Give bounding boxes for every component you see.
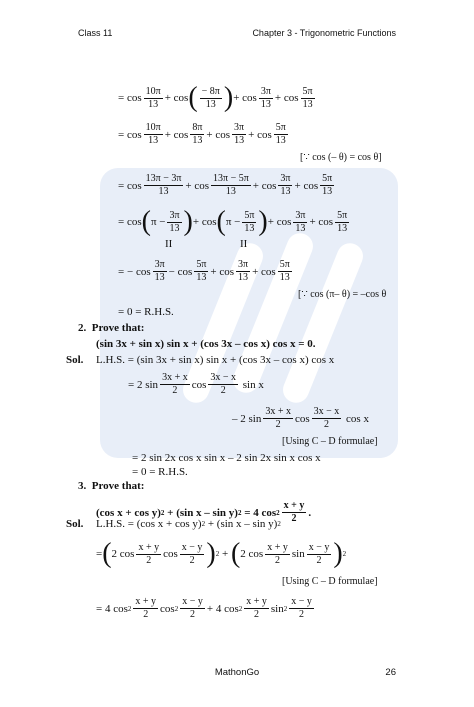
q3-statement: (cos x + cos y) 2 + (sin x – sin y) 2 = 4 cos 2 x + y 2 . bbox=[96, 500, 312, 524]
page-number: 26 bbox=[385, 667, 396, 678]
math-line-3: = cos 13π − 3π 13 + cos 13π − 5π 13 + cos 3π 13 + cos 5π 13 bbox=[118, 173, 333, 197]
math-line-5: = − cos 3π 13 − cos 5π 13 + cos 3π 13 + cos 5π 13 bbox=[118, 259, 290, 283]
q2-step-1: = 2 sin 3x + x 2 cos 3x − x 2 sin x bbox=[128, 372, 264, 396]
footer-brand: MathonGo bbox=[214, 667, 260, 678]
q2-step-2: – 2 sin 3x + x 2 cos 3x − x 2 cos x bbox=[232, 406, 369, 430]
q3-step-2: = 4 cos 2 x + y 2 cos 2 x − y 2 + 4 cos 2 x + y 2 sin 2 x − y 2 bbox=[96, 596, 312, 620]
header-class: Class 11 bbox=[78, 28, 113, 38]
math-line-2: = cos 10π 13 + cos 8π 13 + cos 3π 13 + cos 5π 13 bbox=[118, 122, 286, 146]
q2-statement: (sin 3x + sin x) sin x + (cos 3x – cos x) cos x = 0. bbox=[96, 338, 316, 350]
note-1: [∵ cos (– θ) = cos θ] bbox=[300, 152, 382, 163]
q3-step-1: = ( 2 cos x + y 2 cos x − y 2 ) 2 + ( 2 cos x + y 2 sin x − y 2 ) 2 bbox=[96, 538, 347, 569]
q2-result-1: = 2 sin 2x cos x sin x – 2 sin 2x sin x cos x bbox=[132, 452, 321, 464]
math-line-4: = cos ( π − $\frac{3\pi}{13}$ ) + cos ( π − $\frac{5\pi}{13}$ ) + cos 3π 13 + cos 5π 13 bbox=[118, 206, 348, 237]
q2-result-2: = 0 = R.H.S. bbox=[132, 466, 188, 478]
note-3: [Using C – D formulae] bbox=[282, 436, 378, 447]
q2-lhs: L.H.S. = (sin 3x + sin x) sin x + (cos 3x – cos x) cos x bbox=[96, 354, 335, 366]
q3-sol-label: Sol. bbox=[66, 518, 84, 530]
note-2: [∵ cos (π– θ) = –cos θ bbox=[298, 289, 387, 300]
q3-title: 3. Prove that: bbox=[78, 480, 145, 492]
roman-two-2: II bbox=[240, 238, 248, 250]
q2-sol-label: Sol. bbox=[66, 354, 84, 366]
roman-two-1: II bbox=[165, 238, 173, 250]
header-chapter: Chapter 3 - Trigonometric Functions bbox=[252, 28, 396, 38]
q2-title: 2. Prove that: bbox=[78, 322, 145, 334]
q3-lhs: L.H.S. = (cos x + cos y) 2 + (sin x – sin y) 2 bbox=[96, 518, 281, 530]
rhs-line-1: = 0 = R.H.S. bbox=[118, 306, 174, 318]
math-line-1: = cos 10π 13 + cos ( − 8π 13 ) + cos 3π 13 + cos 5π 13 bbox=[118, 82, 313, 113]
note-4: [Using C – D formulae] bbox=[282, 576, 378, 587]
